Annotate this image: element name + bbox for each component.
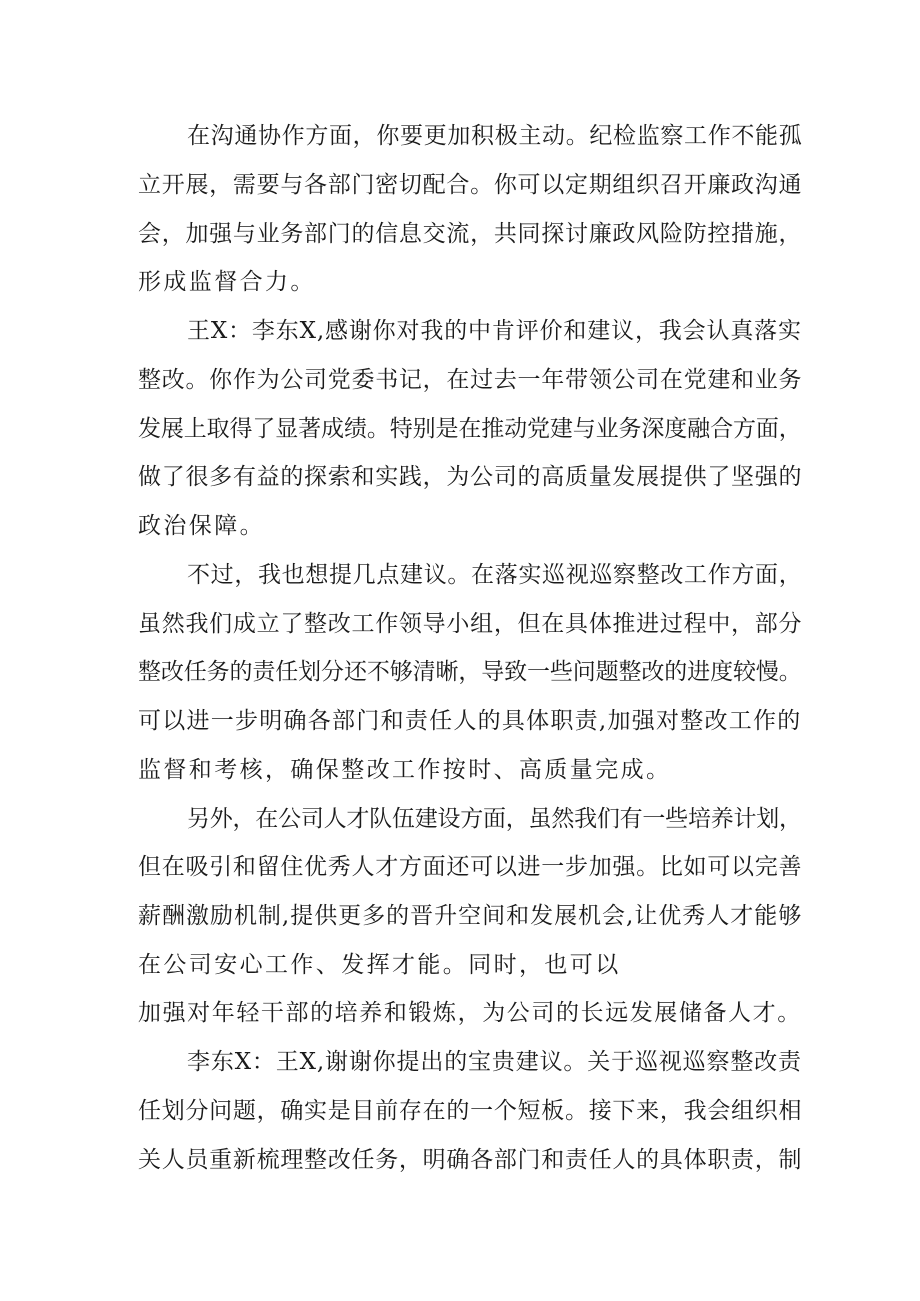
paragraph-3-line-4: 可以进一步明确各部门和责任人的具体职责,加强对整改工作的 (138, 708, 802, 734)
paragraph-2-line-2: 整改。你作为公司党委书记，在过去一年带领公司在党建和业务 (138, 367, 803, 393)
paragraph-2-line-3: 发展上取得了显著成绩。特别是在推动党建与业务深度融合方面， (138, 416, 802, 442)
paragraph-1-line-2: 立开展，需要与各部门密切配合。你可以定期组织召开廉政沟通 (138, 172, 803, 198)
paragraph-4-line-4: 在公司安心工作、发挥才能。同时，也可以 (138, 952, 621, 978)
paragraph-1-line-1: 在沟通协作方面，你要更加积极主动。纪检监察工作不能孤 (187, 123, 803, 149)
paragraph-3-line-5: 监督和考核，确保整改工作按时、高质量完成。 (138, 757, 672, 783)
paragraph-4-line-5: 加强对年轻干部的培养和锻炼，为公司的长远发展储备人才。 (138, 1000, 802, 1026)
paragraph-5-line-2: 任划分问题，确实是目前存在的一个短板。接下来，我会组织相 (138, 1098, 803, 1124)
paragraph-3-line-3: 整改任务的责任划分还不够清晰，导致一些问题整改的进度较慢。 (138, 659, 802, 685)
paragraph-1-line-3: 会，加强与业务部门的信息交流，共同探讨廉政风险防控措施， (138, 221, 803, 247)
paragraph-5-line-3: 关人员重新梳理整改任务，明确各部门和责任人的具体职责，制 (138, 1147, 803, 1173)
paragraph-4-line-2: 但在吸引和留住优秀人才方面还可以进一步加强。比如可以完善 (138, 854, 803, 880)
paragraph-3-line-1: 不过，我也想提几点建议。在落实巡视巡察整改工作方面， (187, 562, 803, 588)
paragraph-2-line-1: 王X：李东X,感谢你对我的中肯评价和建议，我会认真落实 (187, 318, 802, 344)
paragraph-4-line-1: 另外，在公司人才队伍建设方面，虽然我们有一些培养计划， (187, 806, 802, 832)
paragraph-2-line-5: 政治保障。 (138, 513, 265, 539)
paragraph-3-line-2: 虽然我们成立了整改工作领导小组，但在具体推进过程中，部分 (138, 611, 803, 637)
paragraph-1-line-4: 形成监督合力。 (138, 269, 316, 295)
paragraph-2-line-4: 做了很多有益的探索和实践，为公司的高质量发展提供了坚强的 (138, 464, 803, 490)
paragraph-5-line-1: 李东X：王X,谢谢你提出的宝贵建议。关于巡视巡察整改责 (187, 1049, 802, 1075)
paragraph-4-line-3: 薪酬激励机制,提供更多的晋升空间和发展机会,让优秀人才能够 (138, 903, 803, 929)
